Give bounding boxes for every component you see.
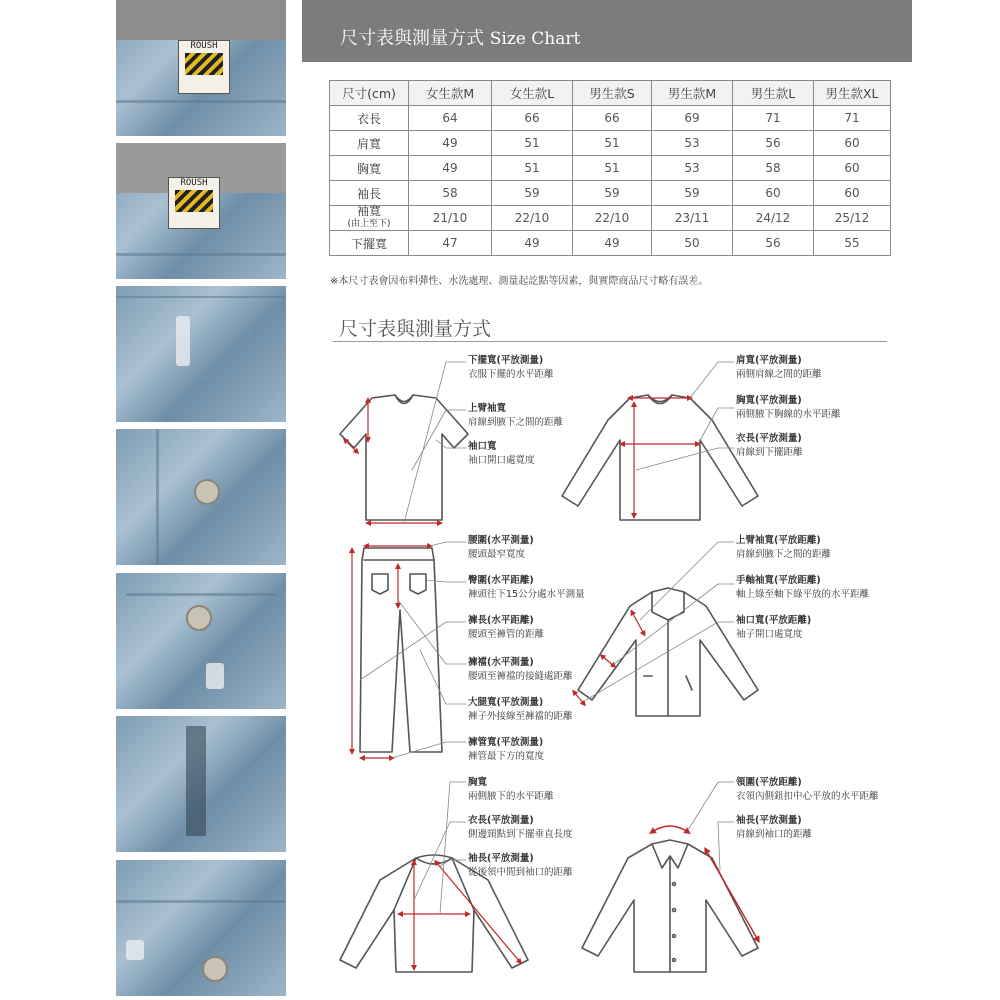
annotation-longsleeve-chest [736,394,841,422]
size-disclaimer-note: ※本尺寸表會因布料彈性、水洗處理、測量起訖點等因素，與實際商品尺寸略有誤差。 [330,276,709,287]
table-cell: 56 [733,231,814,256]
row-label-sub: (由上至下) [347,219,391,229]
annotation-title: 臀圍(水平距離) [468,575,534,586]
table-cell: 56 [733,131,814,156]
annotation-title: 袖口寬 [468,441,497,452]
table-cell: 58 [409,181,492,206]
annotation-desc: 兩側腋下的水平距離 [468,791,554,802]
annotation-title: 胸寬 [468,777,488,788]
annotation-desc: 側邊頸點到下擺垂直長度 [468,829,573,840]
annotation-title: 肩寬(平放測量) [736,355,802,366]
table-cell: 49 [409,156,492,181]
annotation-title: 衣長(平放測量) [468,815,534,826]
annotation-title: 褲襠(水平測量) [468,657,534,668]
annotation-jacket-cuff [736,614,811,642]
table-cell: 58 [733,156,814,181]
table-header-cell: 尺寸(cm) [330,81,409,106]
annotation-title: 腰圍(水平測量) [468,535,534,546]
table-cell: 50 [652,231,733,256]
table-cell: 51 [492,131,573,156]
shirt-diagram [582,840,758,972]
annotation-desc: 軸上綠至軸下綠平放的水平距離 [736,589,870,600]
table-cell: 60 [814,156,891,181]
annotation-title: 褲長(水平距離) [468,615,534,626]
table-cell: 71 [733,106,814,131]
annotation-raglan-chest [468,776,554,804]
annotation-title: 領圍(平放距離) [736,777,802,788]
longsleeve-diagram [562,395,758,520]
table-cell: 71 [814,106,891,131]
table-cell: 66 [492,106,573,131]
table-header-cell: 男生款S [573,81,652,106]
table-header-cell: 男生款XL [814,81,891,106]
annotation-title: 袖長(平放測量) [736,815,802,826]
table-cell: 53 [652,156,733,181]
brand-label-text-2: ROUSH [180,178,208,188]
pants-diagram [360,548,442,752]
table-cell: 51 [492,156,573,181]
annotation-desc: 肩線到腋下之間的距離 [736,549,832,560]
table-cell: 49 [492,231,573,256]
annotation-desc: 肩線到腋下之間的距離 [468,417,564,428]
annotation-raglan-sleeve [468,852,573,880]
annotation-pants-hip [468,574,585,602]
annotation-desc: 兩側肩線之間的距離 [736,369,822,380]
measurement-section-title: 尺寸表與測量方式 [339,318,492,340]
annotation-jacket-upper-sleeve [736,534,831,562]
table-cell: 60 [814,131,891,156]
annotation-title: 大腿寬(平放測量) [468,697,544,708]
table-header-cell: 男生款M [652,81,733,106]
table-header-cell: 男生款L [733,81,814,106]
table-cell: 60 [814,181,891,206]
annotation-longsleeve-shoulder [736,354,822,382]
banner-title-en: Size Chart [489,29,581,49]
pants-measure-lines [352,546,430,758]
row-label: 肩寬 [330,131,409,156]
table-cell: 21/10 [409,206,492,231]
annotation-title: 衣長(平放測量) [736,433,802,444]
table-cell: 22/10 [573,206,652,231]
row-label: 袖長 [330,181,409,206]
annotation-desc: 兩側腋下胸線的水平距離 [736,409,841,420]
table-cell: 47 [409,231,492,256]
annotation-desc: 從後領中間到袖口的距離 [468,867,573,878]
annotation-raglan-length [468,814,573,842]
annotation-desc: 褲管最下方的寬度 [468,751,545,762]
table-cell: 25/12 [814,206,891,231]
annotation-shirt-collar [736,776,879,804]
tshirt-measure-lines [345,400,440,523]
table-cell: 64 [409,106,492,131]
annotation-desc: 衣領內側鈕扣中心平放的水平距離 [736,791,879,802]
annotation-desc: 腰頭最窄寬度 [468,549,526,560]
longsleeve-leader-lines [636,362,734,470]
annotation-desc: 肩線到下擺距離 [736,447,803,458]
annotation-desc: 肩線到袖口的距離 [736,829,813,840]
annotation-title: 上臂袖寬(平放距離) [736,535,821,546]
annotation-title: 袖口寬(平放距離) [736,615,812,626]
annotation-desc: 袖口開口處寬度 [468,455,535,466]
table-cell: 23/11 [652,206,733,231]
table-cell: 22/10 [492,206,573,231]
row-label-main: 袖寬 [356,204,381,218]
annotation-shirt-sleeve [736,814,812,842]
row-label: 下擺寬 [330,231,409,256]
row-label: 衣長 [330,106,409,131]
tshirt-diagram [340,395,468,520]
table-cell: 66 [573,106,652,131]
table-cell: 24/12 [733,206,814,231]
banner-title-zh: 尺寸表與測量方式 [340,28,484,49]
table-cell: 49 [573,231,652,256]
table-cell: 69 [652,106,733,131]
table-cell: 51 [573,156,652,181]
table-cell: 53 [652,131,733,156]
annotation-desc: 褲頭往下15公分處水平測量 [468,589,585,600]
annotation-pants-length [468,614,544,642]
longsleeve-measure-lines [622,398,698,516]
jacket-leader-lines [586,542,734,700]
annotation-title: 上臂袖寬 [468,403,507,414]
table-header-cell: 女生款L [492,81,573,106]
annotation-desc: 衣服下擺的水平距離 [468,369,554,380]
annotation-tshirt-cuff [468,440,535,468]
table-cell: 55 [814,231,891,256]
annotation-desc: 腰頭至褲襠的接縫處距離 [468,671,573,682]
annotation-title: 胸寬(平放測量) [736,395,802,406]
row-label: 胸寬 [330,156,409,181]
annotation-desc: 腰頭至褲管的距離 [468,629,545,640]
annotation-pants-leg-opening [468,736,544,764]
table-cell: 59 [573,181,652,206]
annotation-desc: 褲子外接線至褲襠的距離 [468,711,573,722]
annotation-desc: 袖子開口處寬度 [736,629,803,640]
shirt-measure-lines [652,826,758,940]
annotation-tshirt-upper-sleeve [468,402,563,430]
annotation-pants-rise [468,656,573,684]
annotation-pants-waist [468,534,534,562]
annotation-jacket-elbow-sleeve [736,574,869,602]
annotation-tshirt-hem [468,354,554,382]
tshirt-leader-lines [404,362,466,523]
annotation-title: 袖長(平放測量) [468,853,534,864]
annotation-pants-thigh [468,696,573,724]
table-cell: 59 [492,181,573,206]
annotation-longsleeve-length [736,432,803,460]
annotation-title: 下擺寬(平放測量) [468,355,544,366]
table-cell: 60 [733,181,814,206]
table-cell: 59 [652,181,733,206]
table-cell: 51 [573,131,652,156]
annotation-title: 褲管寬(平放測量) [468,737,544,748]
annotation-title: 手軸袖寬(平放距離) [736,575,821,586]
brand-label-text: ROUSH [190,41,218,51]
table-header-cell: 女生款M [409,81,492,106]
raglan-leader-lines [414,782,466,914]
jacket-measure-lines [574,612,644,704]
table-cell: 49 [409,131,492,156]
